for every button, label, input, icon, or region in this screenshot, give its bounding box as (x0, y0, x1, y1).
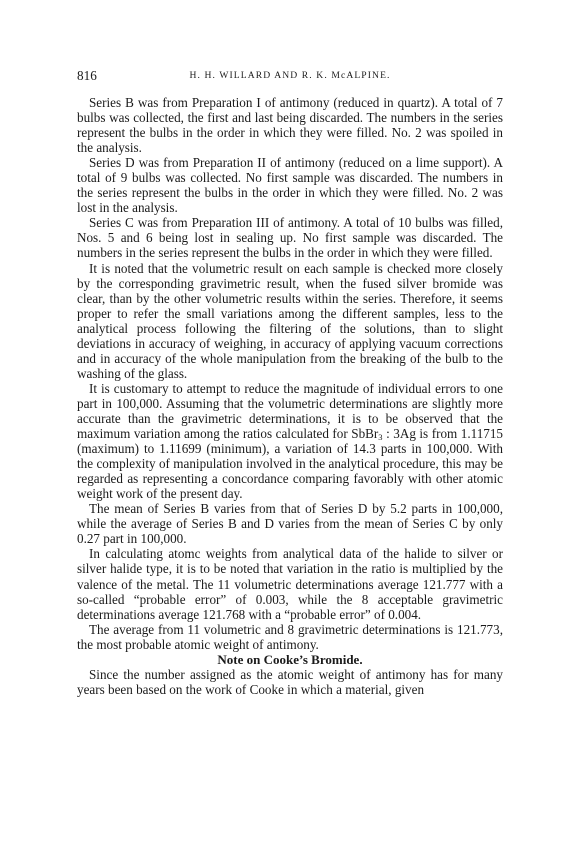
running-head: H. H. WILLARD AND R. K. McALPINE. (189, 70, 391, 81)
page-number: 816 (77, 68, 97, 83)
page-header (77, 68, 503, 84)
paragraph-cooke: Since the number assigned as the atomic weight of antimony has for many years been based on the work of Cooke in which a material, given (77, 666, 503, 697)
paragraph-volumetric-check: It is noted that the volumetric result on each sample is checked more closely by the corresponding gravimetric result, when the fused silver bromide was clear, than by the other volumetric results within the series. Therefore, it seems proper to refer the small variations among the different samples, less to the analytical process following the filtering of the solutions, than to slight deviations in accuracy of weighing, in accuracy of applying vacuum corrections and in accuracy of the whole manipulation from the breaking of the bulb to the washing of the glass. (77, 260, 503, 381)
paragraph-series-b: Series B was from Preparation I of antimony (reduced in quartz). A total of 7 bulbs was collected, the first and last being discarded. The numbers in the series represent the bulbs in the order in which they were filled. No. 2 was spoiled in the analysis. (77, 95, 503, 156)
paragraph-text: It is customary to attempt to reduce the magnitude of individual errors to one part in 100,000. Assuming that the volumetric determinations are slightly more accurate than the gravimetric determinations, it is to be observed that the maximum variation among the ratios calculated for SbBr (77, 380, 503, 442)
paragraph-series-means: The mean of Series B varies from that of Series D by 5.2 parts in 100,000, while the average of Series B and D varies from the mean of Series C by only 0.27 part in 100,000. (77, 501, 503, 547)
paragraph-series-d: Series D was from Preparation II of antimony (reduced on a lime support). A total of 9 bulbs was collected. No first sample was discarded. The numbers in the series represent the bulbs in the order in which they were filled. No. 2 was lost in the analysis. (77, 155, 503, 216)
paragraph-average: The average from 11 volumetric and 8 gravimetric determinations is 121.773, the most probable atomic weight of antimony. (77, 621, 503, 652)
paragraph-error-magnitude (77, 381, 503, 501)
paragraph-atomic-weights: In calculating atomc weights from analytical data of the halide to silver or silver halide type, it is to be noted that variation in the ratio is multiplied by the valence of the metal. The 11 volumetric determinations average 121.777 with a so-called “probable error” of 0.003, while the 8 acceptable gravimetric determinations average 121.768 with a “probable error” of 0.004. (77, 546, 503, 622)
section-heading: Note on Cooke’s Bromide. (217, 651, 363, 667)
paragraph-text: : 3Ag is from 1.11715 (maximum) to 1.11699 (minimum), a variation of 14.3 parts in 100,000. With the complexity of manipulation involved in the analytical procedure, this may be regarded as representing a concordance comparing favorably with other atomic weight work of the present day. (77, 426, 503, 502)
paragraph-series-c: Series C was from Preparation III of antimony. A total of 10 bulbs was filled, Nos. 5 and 6 being lost in sealing up. No first sample was discarded. The numbers in the series represent the bulbs in the order in which they were filled. (77, 215, 503, 261)
body-text (77, 95, 503, 697)
subscript: 3 (378, 432, 383, 443)
